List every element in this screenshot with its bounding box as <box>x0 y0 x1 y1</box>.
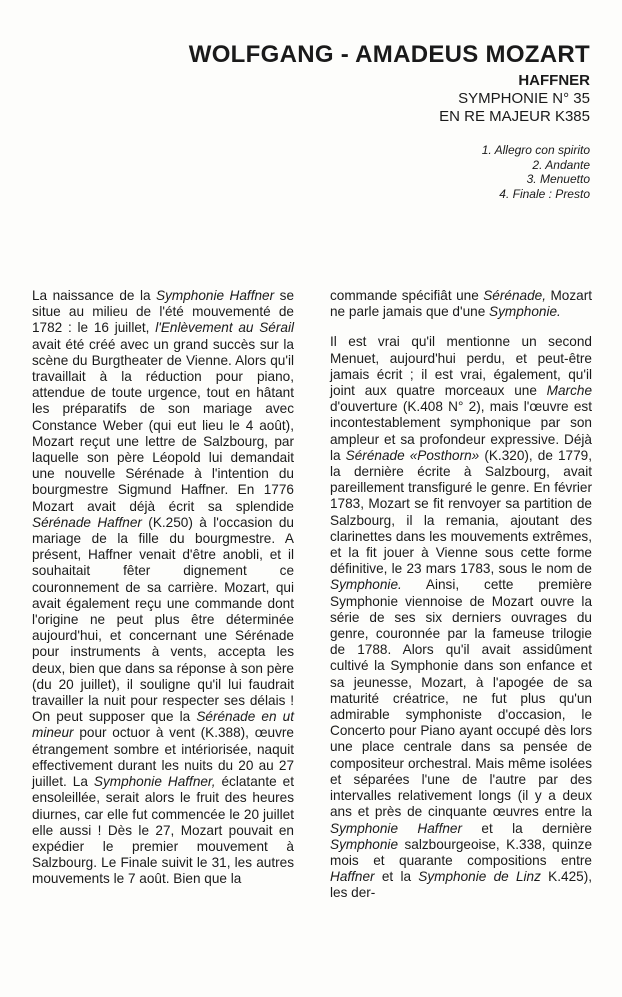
movement-item: 2. Andante <box>532 157 590 172</box>
body-text-run: pour octuor à vent (K.388), œuvre étrangement sombre et intériorisée, naquit effectivement durant les nuits du 20 au 27 juillet. La <box>32 725 294 790</box>
body-text-run: La naissance de la <box>32 288 157 303</box>
left-column <box>32 288 294 902</box>
italic-title-text: Haffner <box>330 869 375 885</box>
body-text-run: d'ouverture (K.408 N° 2), mais l'œuvre est incontestablement symphonique par son ampleur et sa profondeur expressive. Déjà la <box>330 399 592 463</box>
italic-title-text: Symphonie Haffner, <box>93 774 216 790</box>
italic-title-text: Sérénade, <box>483 288 546 303</box>
paragraph <box>330 334 592 901</box>
italic-title-text: Sérénade «Posthorn» <box>345 447 480 463</box>
italic-title-text: Symphonie de Linz <box>418 869 541 885</box>
body-text-run: et la dernière <box>462 820 592 836</box>
header <box>32 40 590 126</box>
movement-item: 4. Finale : Presto <box>499 186 590 201</box>
body-text-run: se situe au milieu de l'été mouvementé de 1782 : le 16 juillet, <box>32 288 294 336</box>
composer-title: WOLFGANG - AMADEUS MOZART <box>188 41 590 68</box>
body-text <box>32 288 592 902</box>
movement-list <box>482 143 590 201</box>
italic-title-text: l'Enlèvement au Sérail <box>155 320 294 336</box>
italic-title-text: Symphonie Haffner <box>156 288 275 303</box>
italic-title-text: Sérénade en ut mineur <box>32 709 294 741</box>
body-text-run: et la <box>374 869 419 885</box>
italic-title-text: Symphonie <box>330 836 399 852</box>
italic-title-text: Symphonie. <box>330 577 402 593</box>
movement-item: 1. Allegro con spirito <box>481 143 590 157</box>
italic-title-text: Symphonie. <box>489 304 561 320</box>
paragraph <box>330 288 592 320</box>
symphony-key: EN RE MAJEUR K385 <box>439 108 590 125</box>
body-text-run: Il est vrai qu'il mentionne un second Menuet, aujourd'hui perdu, et peut-être jamais écrit ; il est vrai, également, qu'il joint aux quatre morceaux une <box>330 334 592 399</box>
body-text-run: Mozart ne parle jamais que d'une <box>330 288 592 320</box>
body-text-run: commande spécifiât une <box>330 288 484 303</box>
italic-title-text: Symphonie Haffner <box>330 820 462 836</box>
paragraph <box>32 288 294 888</box>
italic-title-text: Marche <box>546 383 592 399</box>
italic-title-text: Sérénade Haffner <box>32 514 142 530</box>
right-column <box>330 288 592 902</box>
body-text-run: avait été créé avec un grand succès sur la scène du Burgtheater de Vienne. Alors qu'il travaillait à la réduction pour piano, attendue de toute urgence, tout en hâtant les préparatifs de son mariage avec Constance Weber (qui eut lieu le 4 août), Mozart reçut une lettre de Salzbourg, par laquelle son père Léopold lui demandait une nouvelle Sérénade à l'intention du bourgmestre Sigmund Haffner. En 1776 Mozart avait déjà écrit sa splendide <box>32 336 294 514</box>
body-text-run: salzbourgeoise, K.338, quinze mois et quarante compositions entre <box>330 836 592 868</box>
body-text-run: (K.320), de 1779, la dernière écrite à Salzbourg, avait pareillement transfiguré le genre. En février 1783, Mozart se fit renvoyer sa partition de Salzbourg, il la remania, ajoutant des clarinettes dans les mouvements extrêmes, et la fit jouer à Vienne sous cette forme définitive, le 23 mars 1783, sous le nom de <box>330 447 593 577</box>
body-text-run: K.425), les der- <box>330 869 593 901</box>
symphony-number: SYMPHONIE N° 35 <box>458 90 590 107</box>
body-text-run: (K.250) à l'occasion du mariage de la fille du bourgmestre. A présent, Haffner venait d'être anobli, et il souhaitait fêter dignement ce couronnement de sa carrière. Mozart, qui avait également reçu une commande dont l'origine ne peut plus être déterminée aujourd'hui, et concernant une Sérénade pour instruments à vents, accepta les deux, bien que dans sa réponse à son père (du 20 juillet), il souligne qu'il lui faudrait travailler la nuit pour respecter ses délais ! On peut supposer que la <box>32 514 294 725</box>
body-text-run: Ainsi, cette première Symphonie viennoise de Mozart ouvre la série de ses six derniers ouvrages du genre, couronnée par la fameuse trilogie de 1788. Alors qu'il avait assidûment cultivé la Symphonie dans son enfance et sa jeunesse, Mozart, à l'apogée de sa maturité créatrice, ne fut plus qu'un admirable symphoniste d'occasion, le Concerto pour Piano ayant occupé dès lors une place centrale dans sa pensée de compositeur orchestral. Mais même isolées et séparées l'une de l'autre par des intervalles relativement longs (il y a deux ans et près de cinquante œuvres entre la <box>330 577 592 820</box>
movement-item: 3. Menuetto <box>526 172 590 186</box>
body-text-run: éclatante et ensoleillée, serait alors le fruit des heures diurnes, car elle fut commencée le 20 juillet elle aussi ! Dès le 27, Mozart pouvait en expédier le premier mouvement à Salzbourg. Le Finale suivit le 31, les autres mouvements le 7 août. Bien que la <box>32 774 295 887</box>
work-nickname: HAFFNER <box>518 72 590 89</box>
